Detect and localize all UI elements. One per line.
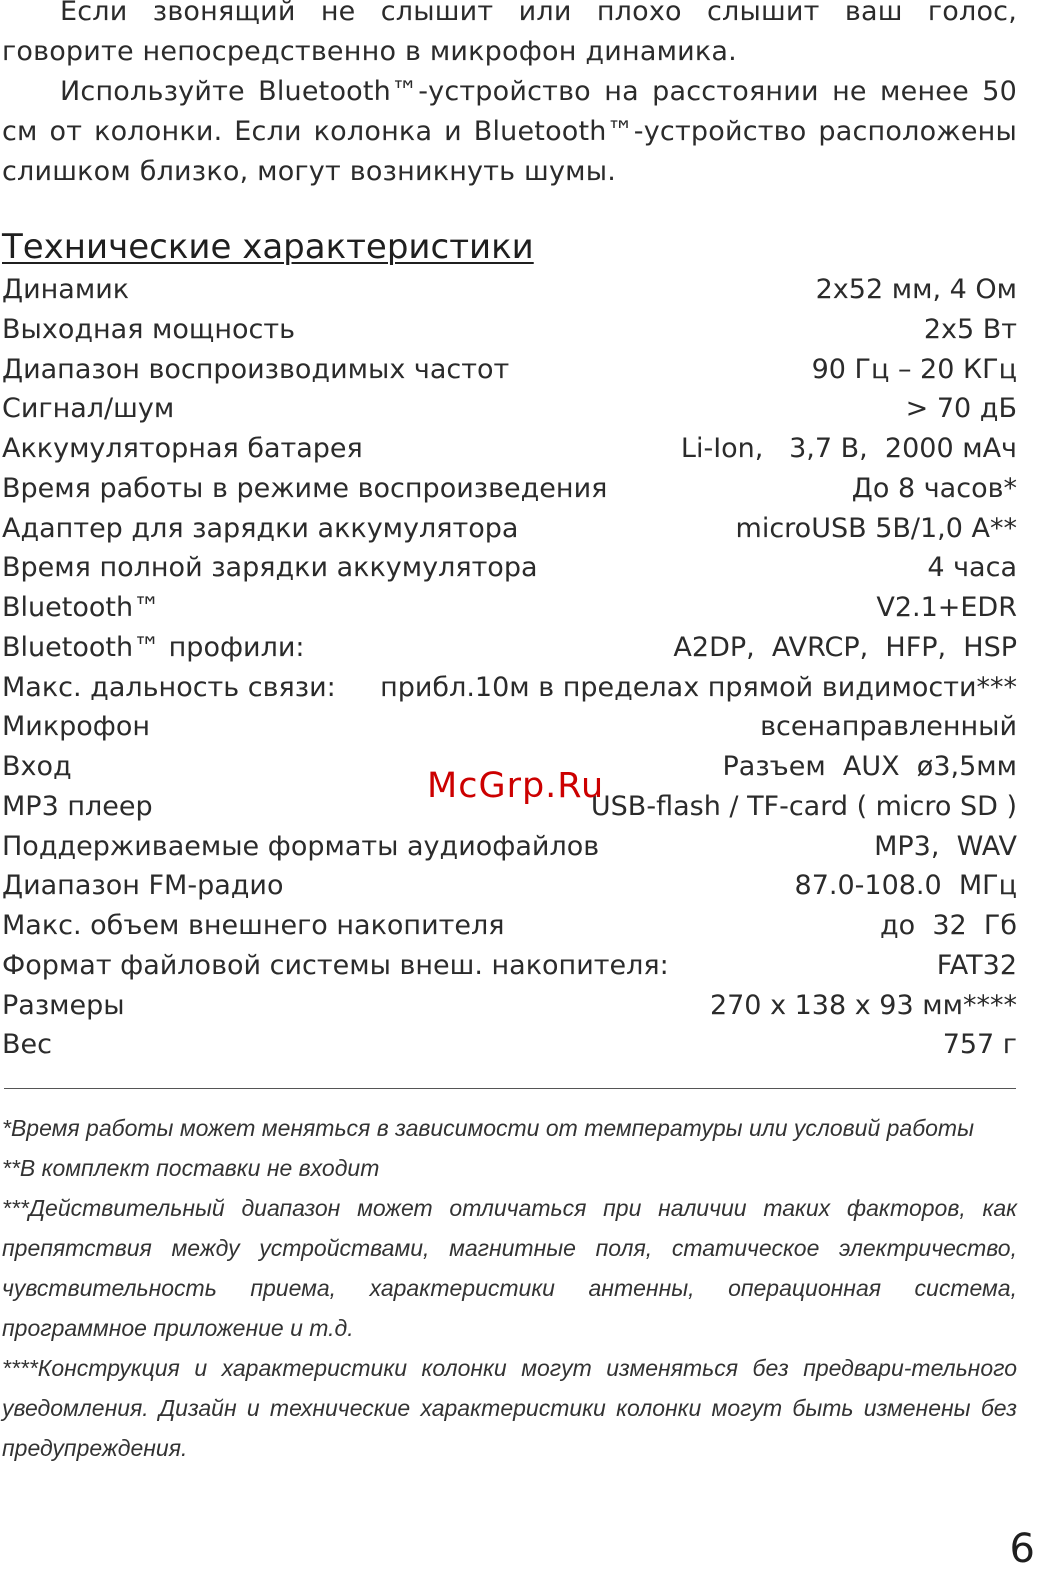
spec-label: Bluetooth™ профили:: [2, 631, 305, 663]
intro-paragraph: Если звонящий не слышит или плохо слышит ваш голос, говорите непосредственно в микрофон динамика.: [2, 0, 1017, 67]
spec-label: Поддерживаемые форматы аудиофайлов: [2, 830, 600, 862]
specs-table: [2, 270, 1017, 1065]
spec-value: 2x5 Вт: [923, 313, 1017, 345]
spec-row: [2, 866, 1017, 906]
footnotes: [2, 1108, 1017, 1468]
spec-label: Сигнал/шум: [2, 393, 175, 425]
spec-value: 90 Гц – 20 КГц: [811, 353, 1017, 385]
spec-value: 757 г: [942, 1029, 1017, 1061]
intro-paragraph: Используйте Bluetooth™-устройство на расстоянии не менее 50 см от колонки. Если колонка и Bluetooth™-устройство расположены слишком близко, могут возникнуть шумы.: [2, 76, 1017, 187]
spec-value: всенаправленный: [760, 711, 1017, 743]
footnote: ***Действительный диапазон может отличаться при наличии таких факторов, как препятствия между устройствами, магнитные поля, статическое электричество, чувствительность приема, характеристики антенны, операционная система, программное приложение и т.д.: [2, 1195, 1017, 1341]
spec-value: 270 x 138 x 93 мм****: [709, 989, 1017, 1021]
spec-value: 4 часа: [927, 552, 1017, 584]
spec-value: до 32 Гб: [880, 910, 1017, 941]
spec-row: [2, 1025, 1017, 1065]
footnote-divider: [4, 1088, 1016, 1089]
spec-row: [2, 548, 1017, 588]
spec-label: Вес: [2, 1029, 52, 1061]
spec-label: Макс. дальность связи:: [2, 671, 336, 703]
spec-value: Разъем AUX ø3,5мм: [722, 751, 1017, 782]
spec-label: Время работы в режиме воспроизведения: [2, 472, 608, 504]
spec-value: A2DP, AVRCP, HFP, HSP: [673, 631, 1017, 663]
spec-row: [2, 707, 1017, 747]
spec-value: MP3, WAV: [874, 830, 1017, 862]
spec-label: Вход: [2, 751, 72, 782]
watermark: McGrp.Ru: [427, 766, 605, 806]
spec-value: прибл.10м в пределах прямой видимости***: [380, 671, 1017, 703]
spec-value: 2x52 мм, 4 Ом: [815, 274, 1017, 305]
spec-row: [2, 469, 1017, 509]
spec-label: Выходная мощность: [2, 313, 296, 345]
footnote: **В комплект поставки не входит: [2, 1155, 380, 1181]
spec-label: Адаптер для зарядки аккумулятора: [2, 512, 519, 544]
spec-value: > 70 дБ: [905, 393, 1017, 425]
spec-label: Bluetooth™: [2, 592, 161, 623]
spec-row: [2, 668, 1017, 708]
spec-label: Размеры: [2, 989, 125, 1021]
footnote: *Время работы может меняться в зависимости от температуры или условий работы: [2, 1115, 975, 1141]
spec-value: Li-Ion, 3,7 В, 2000 мАч: [680, 433, 1017, 464]
spec-value: USB-flash / TF-card ( micro SD ): [590, 790, 1017, 822]
spec-row: [2, 827, 1017, 867]
spec-row: [2, 389, 1017, 429]
spec-label: Аккумуляторная батарея: [2, 433, 363, 464]
section-title: Технические характеристики: [2, 227, 534, 267]
spec-row: [2, 946, 1017, 986]
spec-row: [2, 429, 1017, 469]
spec-label: Макс. объем внешнего накопителя: [2, 910, 505, 941]
spec-row: [2, 906, 1017, 946]
spec-label: Микрофон: [2, 711, 151, 743]
spec-row: [2, 310, 1017, 350]
spec-value: До 8 часов*: [851, 472, 1017, 504]
spec-label: Динамик: [2, 274, 130, 305]
page-number: 6: [1009, 1526, 1035, 1572]
spec-value: 87.0-108.0 МГц: [794, 870, 1017, 902]
spec-label: Время полной зарядки аккумулятора: [2, 552, 538, 584]
spec-label: Формат файловой системы внеш. накопителя:: [2, 949, 669, 981]
spec-row: [2, 270, 1017, 310]
spec-row: [2, 986, 1017, 1026]
spec-row: [2, 509, 1017, 549]
spec-label: MP3 плеер: [2, 790, 153, 822]
spec-label: Диапазон FM-радио: [2, 870, 284, 902]
footnote: ****Конструкция и характеристики колонки могут изменяться без предвари-тельного уведомления. Дизайн и технические характеристики колонки могут быть изменены без предупреждения.: [2, 1355, 1017, 1461]
spec-row: [2, 628, 1017, 668]
spec-row: [2, 350, 1017, 390]
spec-value: microUSB 5В/1,0 А**: [735, 512, 1017, 544]
spec-value: V2.1+EDR: [876, 592, 1017, 623]
spec-value: FAT32: [936, 949, 1017, 981]
spec-label: Диапазон воспроизводимых частот: [2, 353, 510, 385]
intro-text: [0, 0, 1043, 192]
spec-row: [2, 588, 1017, 628]
